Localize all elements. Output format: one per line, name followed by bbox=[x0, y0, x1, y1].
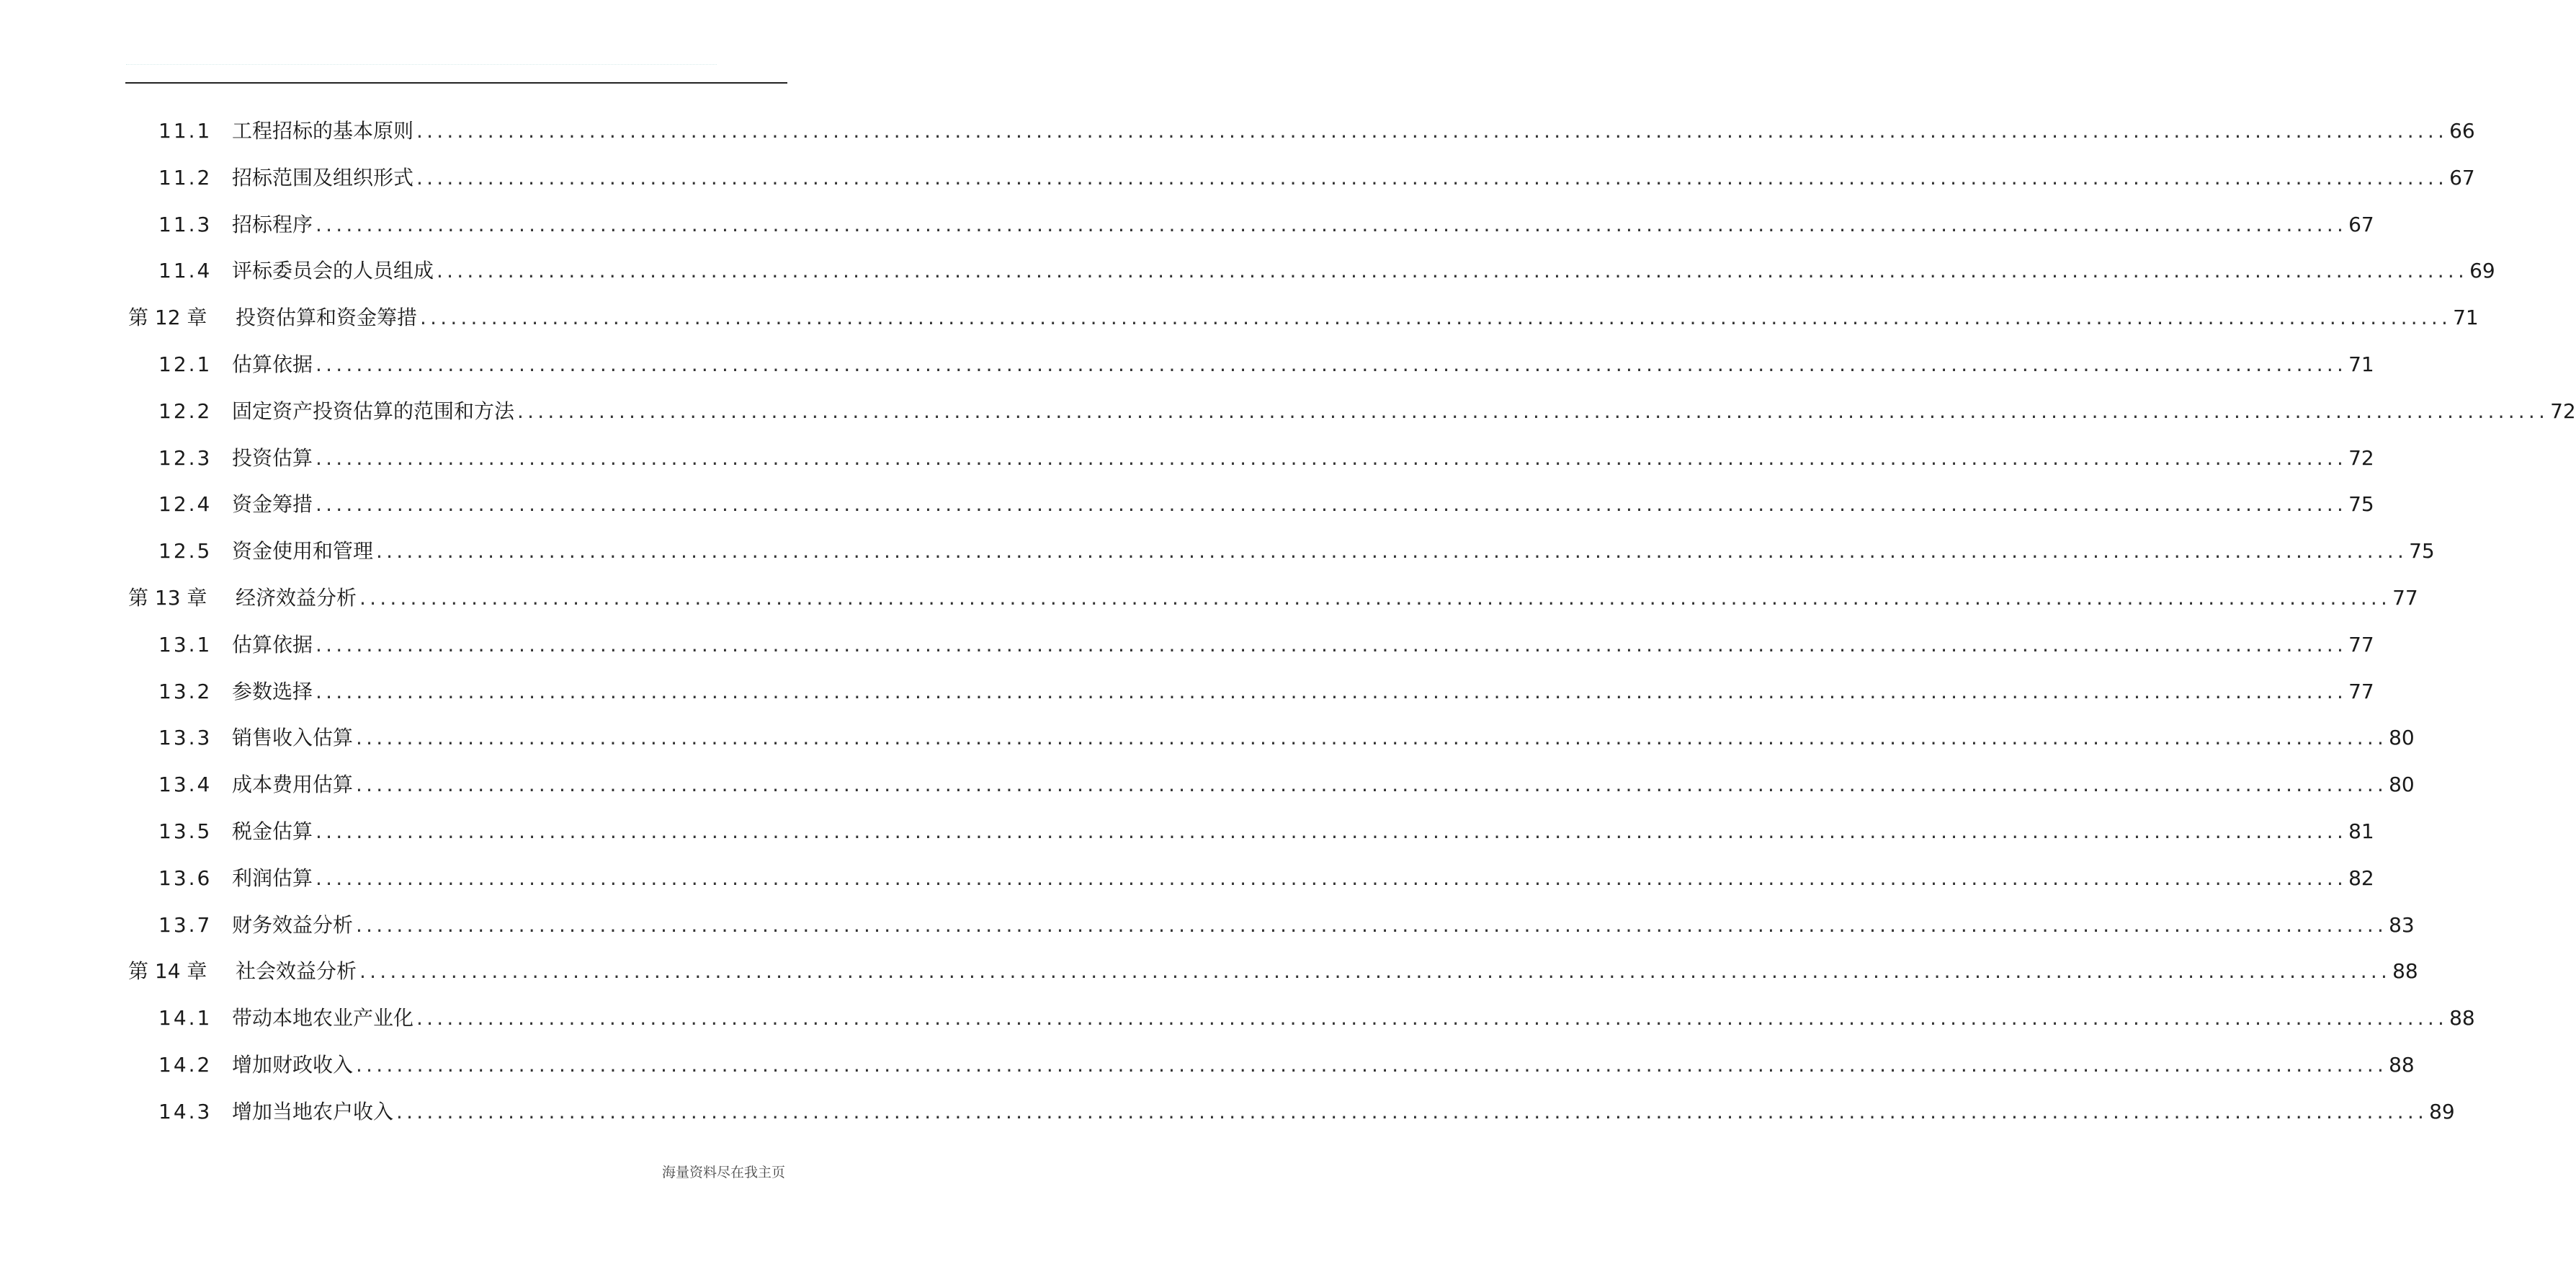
toc-entry-page: 82 bbox=[2348, 865, 2374, 890]
toc-entry-title: 固定资产投资估算的范围和方法 bbox=[232, 399, 515, 423]
toc-section-entry[interactable] bbox=[0, 1089, 2455, 1125]
toc-entry-title: 经济效益分析 bbox=[236, 586, 357, 610]
toc-dot-leader: ........................................................................................................................................................................................................ bbox=[316, 865, 2348, 890]
toc-entry-number: 14.3 bbox=[158, 1099, 213, 1123]
toc-entry-body bbox=[232, 865, 2374, 891]
toc-entry-number: 第 13 章 bbox=[128, 586, 207, 610]
toc-section-entry[interactable] bbox=[0, 248, 2495, 284]
toc-entry-number: 14.2 bbox=[158, 1053, 213, 1077]
toc-section-entry[interactable] bbox=[0, 622, 2374, 658]
toc-dot-leader: ........................................................................................................................................................................................................ bbox=[316, 445, 2348, 470]
toc-entry-body bbox=[236, 585, 2418, 611]
toc-section-entry[interactable] bbox=[0, 669, 2374, 705]
toc-entry-title: 社会效益分析 bbox=[236, 959, 357, 984]
toc-entry-title: 利润估算 bbox=[232, 865, 313, 890]
toc-entry-title: 估算依据 bbox=[232, 632, 313, 657]
toc-entry-number: 13.4 bbox=[158, 773, 213, 797]
toc-entry-number: 12.2 bbox=[158, 399, 213, 423]
toc-entry-title: 估算依据 bbox=[232, 352, 313, 376]
toc-entry-page: 71 bbox=[2348, 352, 2374, 376]
toc-entry-number: 第 14 章 bbox=[128, 959, 207, 984]
toc-entry-body bbox=[232, 772, 2415, 798]
toc-entry-title: 增加财政收入 bbox=[232, 1053, 354, 1077]
toc-entry-body bbox=[232, 632, 2374, 658]
toc-entry-page: 69 bbox=[2469, 259, 2495, 283]
toc-entry-body bbox=[232, 1052, 2415, 1078]
toc-entry-page: 77 bbox=[2348, 679, 2374, 703]
toc-entry-number: 11.3 bbox=[158, 212, 213, 236]
toc-entry-number: 12.1 bbox=[158, 352, 213, 376]
toc-dot-leader: ........................................................................................................................................................................................................ bbox=[359, 959, 2392, 984]
toc-entry-title: 投资估算和资金筹措 bbox=[236, 306, 418, 330]
toc-entry-page: 72 bbox=[2550, 399, 2576, 423]
toc-section-entry[interactable] bbox=[0, 202, 2374, 238]
toc-section-entry[interactable] bbox=[0, 902, 2415, 938]
toc-entry-title: 招标程序 bbox=[232, 212, 313, 236]
toc-section-entry[interactable] bbox=[0, 809, 2374, 845]
toc-entry-number: 13.6 bbox=[158, 865, 213, 890]
toc-entry-page: 75 bbox=[2348, 492, 2374, 517]
toc-dot-leader: ........................................................................................................................................................................................................ bbox=[316, 819, 2348, 843]
toc-section-entry[interactable] bbox=[0, 108, 2475, 144]
toc-entry-body bbox=[232, 1099, 2455, 1125]
toc-entry-number: 11.4 bbox=[158, 259, 213, 283]
toc-section-entry[interactable] bbox=[0, 855, 2374, 891]
header-faint-line bbox=[126, 64, 717, 65]
toc-entry-page: 88 bbox=[2389, 1053, 2415, 1077]
toc-dot-leader: ........................................................................................................................................................................................................ bbox=[517, 399, 2549, 423]
toc-entry-page: 72 bbox=[2348, 445, 2374, 470]
toc-dot-leader: ........................................................................................................................................................................................................ bbox=[420, 306, 2452, 330]
toc-dot-leader: ........................................................................................................................................................................................................ bbox=[376, 539, 2408, 564]
toc-entry-title: 资金使用和管理 bbox=[232, 539, 374, 564]
toc-entry-title: 财务效益分析 bbox=[232, 912, 354, 937]
toc-entry-page: 80 bbox=[2389, 726, 2415, 750]
toc-entry-number: 11.1 bbox=[158, 119, 213, 143]
toc-section-entry[interactable] bbox=[0, 995, 2475, 1031]
toc-entry-body bbox=[232, 1005, 2475, 1031]
toc-entry-body bbox=[232, 399, 2576, 424]
toc-entry-number: 13.2 bbox=[158, 679, 213, 703]
toc-entry-body bbox=[232, 258, 2495, 284]
toc-section-entry[interactable] bbox=[0, 762, 2415, 798]
toc-entry-number: 13.7 bbox=[158, 912, 213, 937]
toc-entry-page: 81 bbox=[2348, 819, 2374, 843]
toc-entry-title: 成本费用估算 bbox=[232, 773, 354, 797]
toc-entry-page: 66 bbox=[2449, 119, 2475, 143]
toc-dot-leader: ........................................................................................................................................................................................................ bbox=[359, 586, 2392, 610]
toc-entry-title: 参数选择 bbox=[232, 679, 313, 703]
toc-entry-number: 13.1 bbox=[158, 632, 213, 657]
toc-entry-page: 71 bbox=[2453, 306, 2479, 330]
toc-dot-leader: ........................................................................................................................................................................................................ bbox=[396, 1099, 2428, 1123]
toc-entry-number: 12.5 bbox=[158, 539, 213, 564]
toc-entry-number: 13.3 bbox=[158, 726, 213, 750]
toc-entry-title: 带动本地农业产业化 bbox=[232, 1006, 414, 1031]
toc-dot-leader: ........................................................................................................................................................................................................ bbox=[356, 726, 2388, 750]
toc-entry-body bbox=[232, 538, 2435, 564]
toc-dot-leader: ........................................................................................................................................................................................................ bbox=[437, 259, 2469, 283]
toc-entry-title: 税金估算 bbox=[232, 819, 313, 843]
toc-entry-body bbox=[232, 725, 2415, 751]
toc-entry-title: 增加当地农户收入 bbox=[232, 1099, 394, 1123]
toc-section-entry[interactable] bbox=[0, 528, 2435, 564]
toc-entry-body bbox=[232, 491, 2374, 517]
toc-section-entry[interactable] bbox=[0, 1042, 2415, 1078]
toc-section-entry[interactable] bbox=[0, 435, 2374, 471]
toc-dot-leader: ........................................................................................................................................................................................................ bbox=[416, 119, 2448, 143]
toc-entry-number: 11.2 bbox=[158, 165, 213, 190]
footer-note: 海量资料尽在我主页 bbox=[661, 1165, 785, 1180]
toc-dot-leader: ........................................................................................................................................................................................................ bbox=[316, 679, 2348, 703]
toc-entry-body bbox=[232, 679, 2374, 705]
toc-entry-number: 第 12 章 bbox=[128, 306, 207, 330]
toc-dot-leader: ........................................................................................................................................................................................................ bbox=[316, 492, 2348, 517]
toc-entry-title: 工程招标的基本原则 bbox=[232, 119, 414, 143]
toc-entry-page: 80 bbox=[2389, 773, 2415, 797]
toc-entry-page: 77 bbox=[2392, 586, 2418, 610]
toc-section-entry[interactable] bbox=[0, 342, 2374, 378]
toc-entry-body bbox=[232, 912, 2415, 938]
toc-entry-title: 投资估算 bbox=[232, 445, 313, 470]
toc-dot-leader: ........................................................................................................................................................................................................ bbox=[316, 212, 2348, 236]
toc-entry-page: 89 bbox=[2429, 1099, 2455, 1123]
toc-entry-title: 销售收入估算 bbox=[232, 726, 354, 750]
toc-entry-page: 67 bbox=[2348, 212, 2374, 236]
toc-entry-page: 67 bbox=[2449, 165, 2475, 190]
toc-entry-title: 评标委员会的人员组成 bbox=[232, 259, 434, 283]
toc-entry-page: 88 bbox=[2392, 959, 2418, 984]
toc-section-entry[interactable] bbox=[0, 715, 2415, 751]
toc-entry-body bbox=[232, 165, 2475, 191]
toc-chapter-entry[interactable] bbox=[0, 295, 2479, 331]
toc-dot-leader: ........................................................................................................................................................................................................ bbox=[316, 352, 2348, 376]
toc-dot-leader: ........................................................................................................................................................................................................ bbox=[356, 773, 2388, 797]
toc-dot-leader: ........................................................................................................................................................................................................ bbox=[416, 165, 2448, 190]
toc-section-entry[interactable] bbox=[0, 481, 2374, 517]
header-rule bbox=[125, 82, 787, 84]
toc-entry-page: 77 bbox=[2348, 632, 2374, 657]
toc-entry-number: 12.4 bbox=[158, 492, 213, 517]
toc-entry-body bbox=[232, 819, 2374, 845]
toc-section-entry[interactable] bbox=[0, 388, 2576, 424]
toc-dot-leader: ........................................................................................................................................................................................................ bbox=[356, 1053, 2388, 1077]
toc-entry-body bbox=[232, 118, 2475, 144]
toc-entry-number: 12.3 bbox=[158, 445, 213, 470]
toc-chapter-entry[interactable] bbox=[0, 575, 2418, 611]
toc-entry-page: 88 bbox=[2449, 1006, 2475, 1031]
toc-entry-body bbox=[236, 305, 2479, 331]
toc-dot-leader: ........................................................................................................................................................................................................ bbox=[356, 912, 2388, 937]
toc-entry-body bbox=[232, 445, 2374, 471]
toc-entry-page: 83 bbox=[2389, 912, 2415, 937]
toc-entry-title: 招标范围及组织形式 bbox=[232, 165, 414, 190]
toc-dot-leader: ........................................................................................................................................................................................................ bbox=[416, 1006, 2448, 1031]
toc-entry-title: 资金筹措 bbox=[232, 492, 313, 517]
toc-dot-leader: ........................................................................................................................................................................................................ bbox=[316, 632, 2348, 657]
toc-entry-page: 75 bbox=[2409, 539, 2435, 564]
toc-entry-number: 13.5 bbox=[158, 819, 213, 843]
toc-entry-body bbox=[232, 352, 2374, 378]
toc-section-entry[interactable] bbox=[0, 155, 2475, 191]
toc-entry-body bbox=[232, 212, 2374, 238]
toc-chapter-entry[interactable] bbox=[0, 948, 2418, 984]
toc-entry-number: 14.1 bbox=[158, 1006, 213, 1031]
toc-entry-body bbox=[236, 958, 2418, 984]
